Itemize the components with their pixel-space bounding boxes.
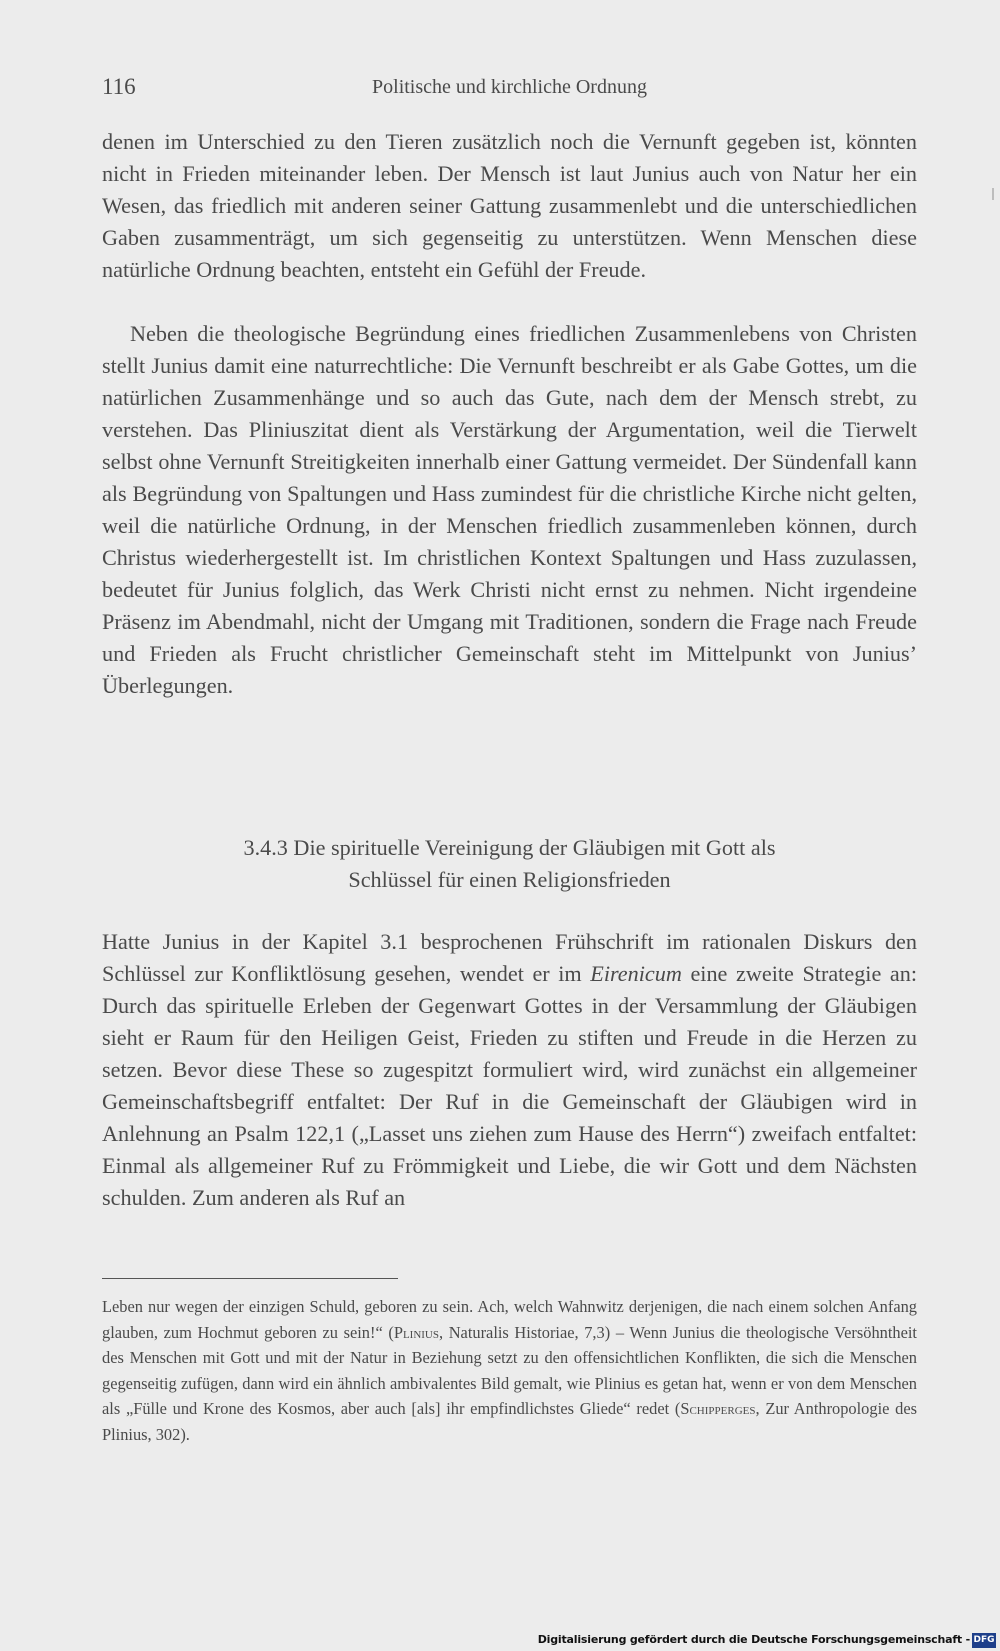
footnote (102, 1294, 917, 1447)
paragraph-1-text: denen im Unterschied zu den Tieren zusätzlich noch die Vernunft gegeben ist, könnten nicht in Frieden miteinander leben. Der Mensch ist laut Junius auch von Natur her ein Wesen, das friedlich mit anderen seiner Gattung zusammenlebt und die unterschiedlichen Gaben zusammenträgt, um sich gegenseitig zu unterstützen. Wenn Menschen diese natürliche Ordnung beachten, entsteht ein Gefühl der Freude. (102, 129, 917, 282)
section-heading-line-2: Schlüssel für einen Religionsfrieden (348, 867, 671, 892)
running-title: Politische und kirchliche Ordnung (372, 76, 647, 98)
footnote-part-2: , Naturalis Historiae, 7,3) – Wenn Junius die theologische Versöhntheit des Menschen mit Gott und mit der Natur in Beziehung setzt zu den offensichtlichen Konflikten, die sich die Menschen gegenseitig zufügen, dann wird ein ähnlich ambivalentes Bild gemalt, wie Plinius es getan hat, wenn er von dem Menschen als „Fülle und Krone des Kosmos, aber auch [als] ihr empfindlichstes Gliede“ redet ( (102, 1322, 917, 1418)
edge-mark (992, 188, 994, 200)
paragraph-3-text (102, 926, 917, 1214)
footnote-author-plinius: Plinius (393, 1322, 439, 1342)
paragraph-2-text: Neben die theologische Begründung eines friedlichen Zusammenlebens von Christen stellt Junius damit eine naturrechtliche: Die Vernunft beschreibt er als Gabe Gottes, um die natürlichen Zusammenhänge und so auch das Gute, nach dem der Mensch strebt, zu verstehen. Das Pliniuszitat dient als Verstärkung der Argumentation, weil die Tierwelt selbst ohne Vernunft Streitigkeiten innerhalb einer Gattung vermeidet. Der Sündenfall kann als Begründung von Spaltungen und Hass zumindest für die christliche Kirche nicht gelten, weil die natürliche Ordnung, in der Menschen friedlich zusammenleben können, durch Christus wiederhergestellt ist. Im christlichen Kontext Spaltungen und Hass zuzulassen, bedeutet für Junius folglich, das Werk Christi nicht ernst zu nehmen. Nicht irgendeine Präsenz im Abendmahl, nicht der Umgang mit Traditionen, sondern die Frage nach Freude und Frieden als Frucht christlicher Gemeinschaft steht im Mittelpunkt von Junius’ Überlegungen. (102, 321, 917, 698)
section-heading-line-1: 3.4.3 Die spirituelle Vereinigung der Gläubigen mit Gott als (243, 835, 776, 860)
paragraph-3 (102, 926, 917, 1214)
paragraph-3-part-2: eine zweite Strategie an: Durch das spirituelle Erleben der Gegenwart Gottes in der Versammlung der Gläubigen sieht er Raum für den Heiligen Geist, Frieden zu stiften und Freude in die Herzen zu setzen. Bevor diese These so zugespitzt formuliert wird, wird zunächst ein allgemeiner Gemeinschaftsbegriff entfaltet: Der Ruf in die Gemeinschaft der Gläubigen wird in Anlehnung an Psalm 122,1 („Lasset uns ziehen zum Hause des Herrn“) zweifach entfaltet: Einmal als allgemeiner Ruf zu Frömmigkeit und Liebe, die wir Gott und dem Nächsten schulden. Zum anderen als Ruf an (102, 961, 917, 1210)
section-heading (102, 832, 917, 896)
footnote-part-3: , Zur Anthropologie des Plinius, 302). (102, 1399, 917, 1444)
footnote-part-1: Leben nur wegen der einzigen Schuld, geboren zu sein. Ach, welch Wahnwitz derjenigen, die nach einem solchen Anfang glauben, zum Hochmut geboren zu sein!“ ( (102, 1297, 917, 1342)
paragraph-3-part-1: Hatte Junius in der Kapitel 3.1 besprochenen Frühschrift im rationalen Diskurs den Schlüssel zur Konfliktlösung gesehen, wendet er im (102, 929, 917, 986)
footnote-author-schipperges: Schipperges (680, 1399, 756, 1418)
funding-notice: Digitalisierung gefördert durch die Deutsche Forschungsgemeinschaft - (537, 1633, 970, 1646)
footnote-divider (102, 1278, 398, 1279)
book-title-eirenicum: Eirenicum (590, 961, 682, 986)
paragraph-2 (102, 318, 917, 702)
page-number: 116 (102, 74, 136, 99)
paragraph-1 (102, 126, 917, 286)
dfg-logo-icon: DFG (972, 1633, 996, 1648)
running-head (102, 74, 917, 104)
